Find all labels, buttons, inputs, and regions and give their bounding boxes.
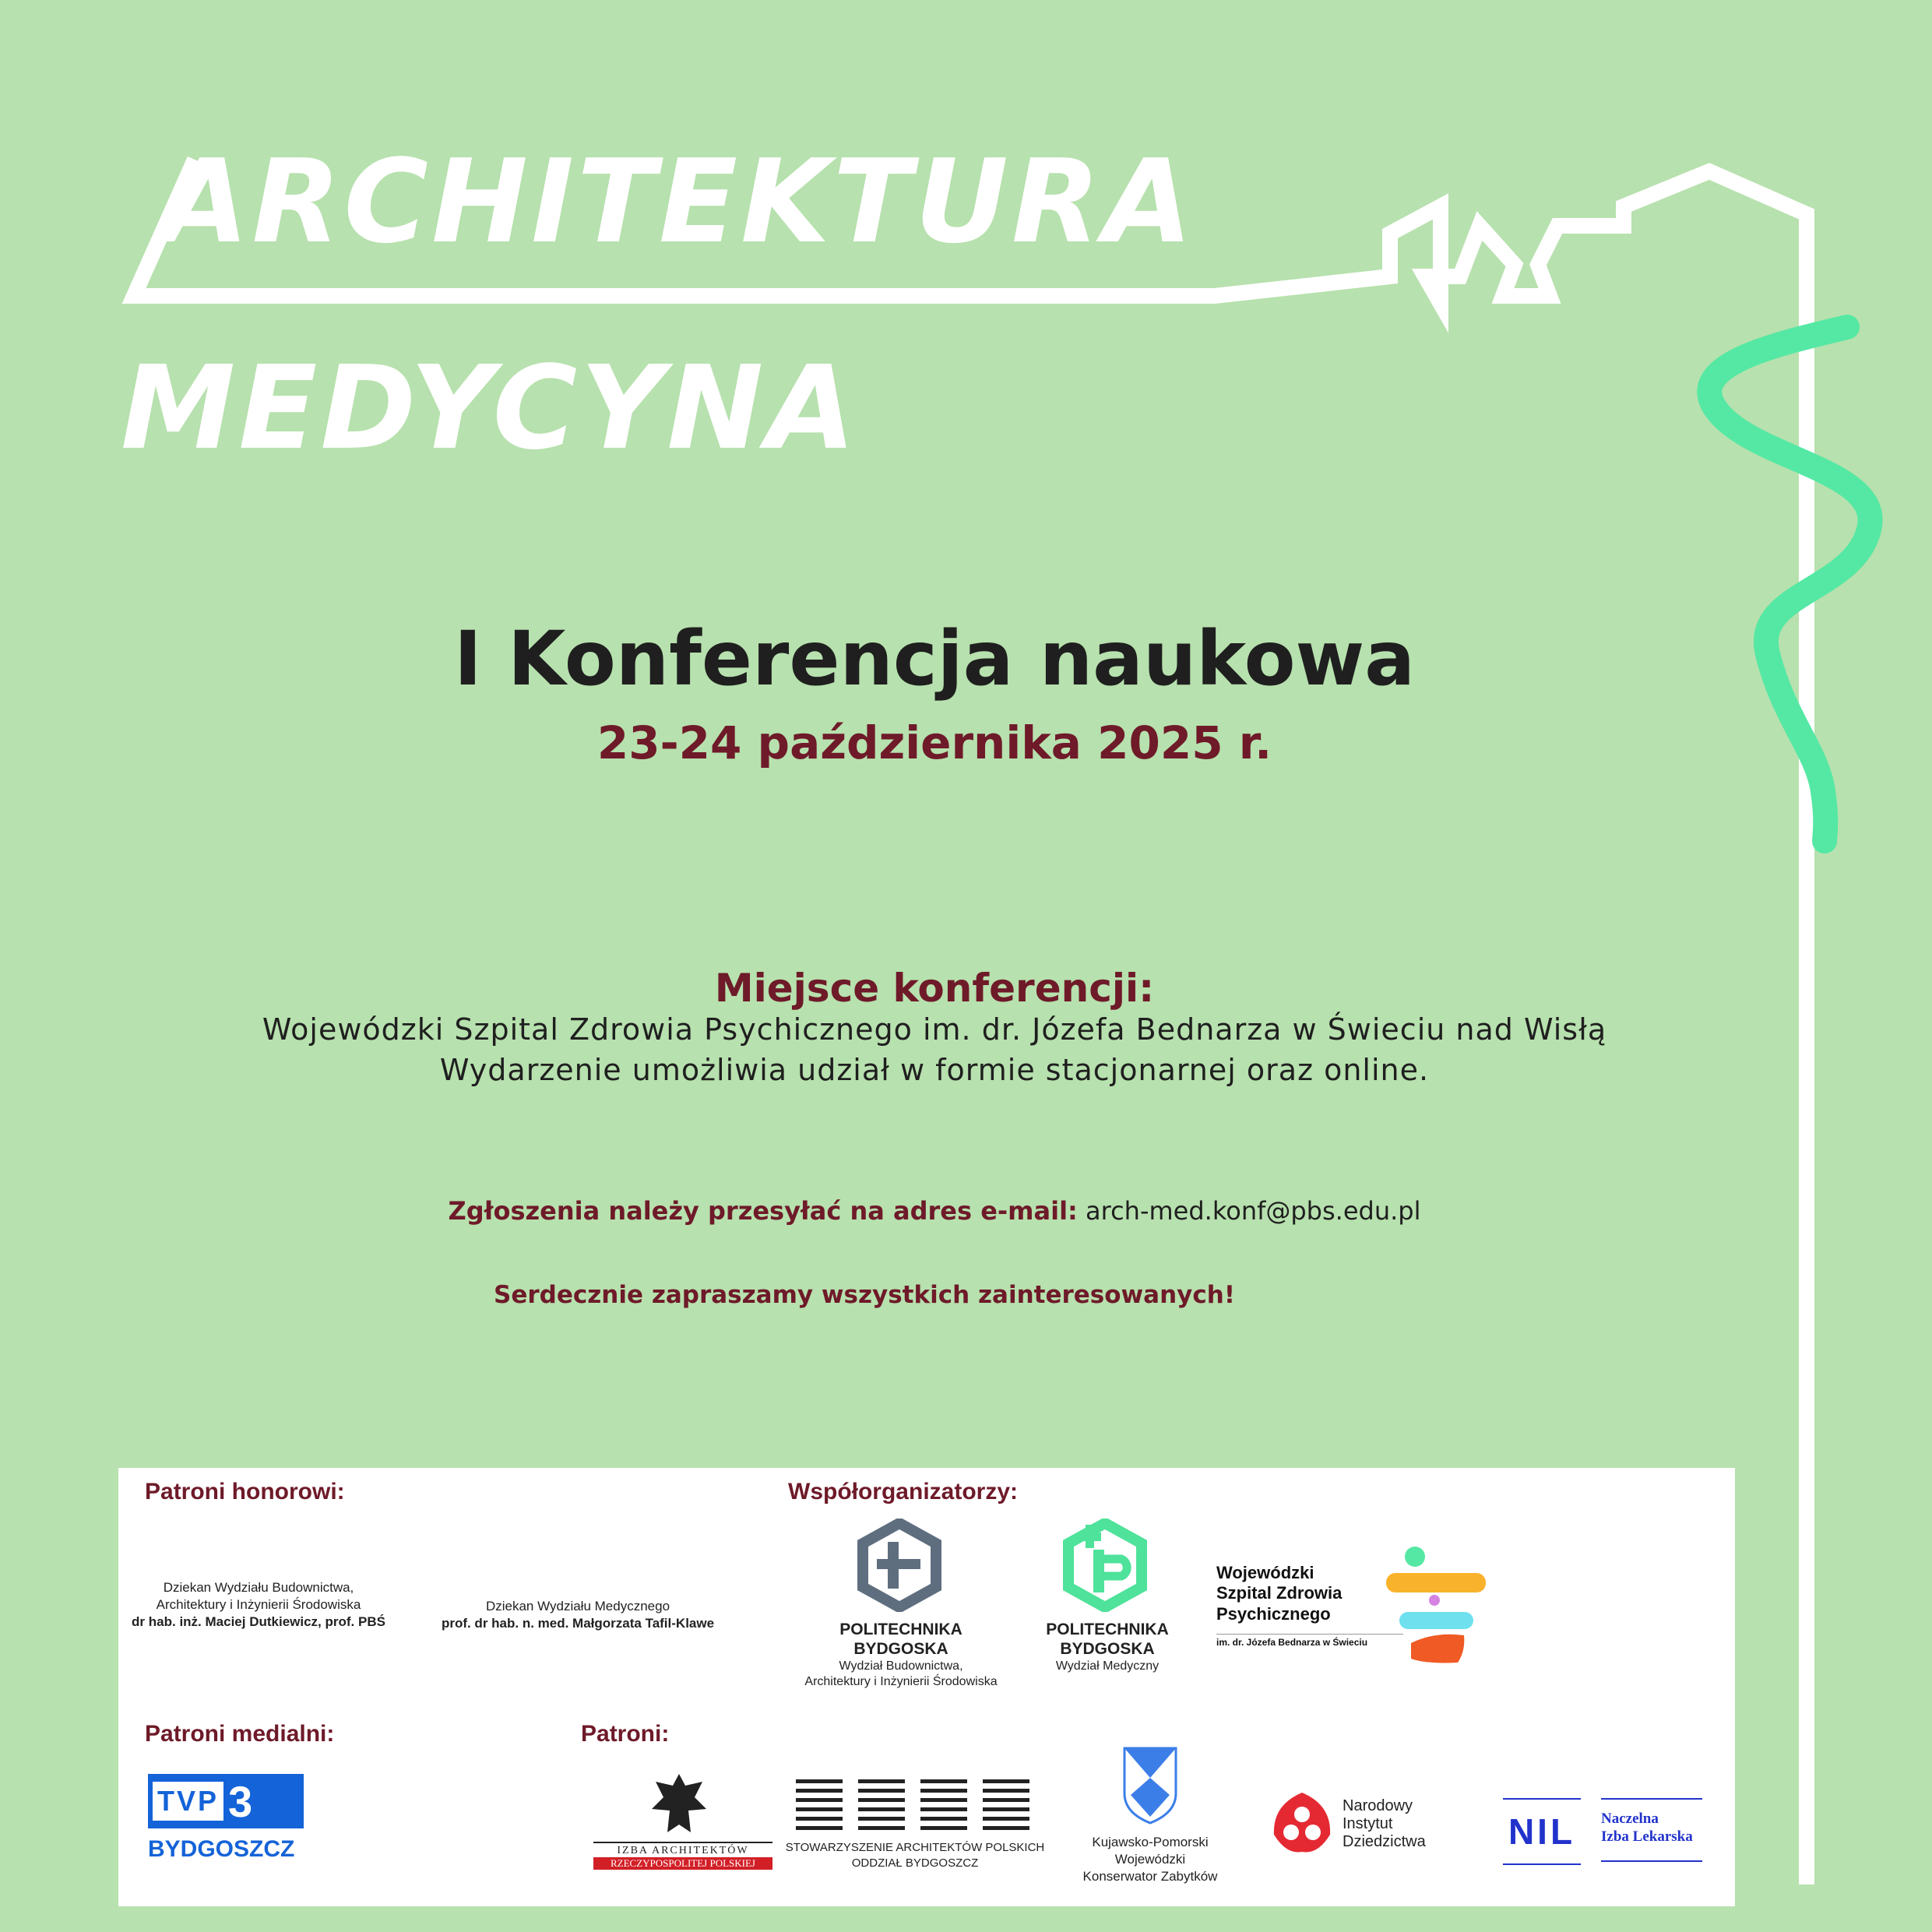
co-organizer-pbs-building bbox=[772, 1620, 1029, 1690]
co-organizer-pbs-medical bbox=[1029, 1620, 1185, 1674]
media-patrons-heading: Patroni medialni: bbox=[145, 1721, 335, 1747]
hospital-logo-icon bbox=[1380, 1546, 1489, 1666]
hero-title-architektura: ARCHITEKTURA bbox=[160, 135, 1196, 269]
pbs1-name2: BYDGOSKA bbox=[853, 1640, 948, 1659]
honorary-patron-dean-building bbox=[118, 1579, 399, 1631]
tvp-letters: TVP bbox=[153, 1782, 223, 1821]
kpwkz-line1: Kujawsko-Pomorski bbox=[1092, 1835, 1209, 1849]
kpwkz-line2: Wojewódzki bbox=[1114, 1852, 1186, 1867]
conference-dates: 23-24 października 2025 r. bbox=[596, 716, 1272, 769]
honorary-patron-1-line2: Architektury i Inżynierii Środowiska bbox=[156, 1597, 361, 1613]
pbs2-name2: BYDGOSKA bbox=[1060, 1640, 1155, 1659]
honorary-patron-2-name: prof. dr hab. n. med. Małgorzata Tafil-Klawe bbox=[441, 1616, 715, 1631]
hospital-sub: im. dr. Józefa Bednarza w Świeciu bbox=[1216, 1634, 1403, 1648]
honorary-patron-1-name: dr hab. inż. Maciej Dutkiewicz, prof. PBŚ bbox=[132, 1614, 385, 1630]
hospital-line2: Szpital Zdrowia bbox=[1216, 1583, 1343, 1603]
pbs1-sub2: Architektury i Inżynierii Środowiska bbox=[804, 1675, 998, 1689]
conference-title: I Konferencja naukowa bbox=[454, 615, 1415, 702]
hero-title-medycyna: MEDYCYNA bbox=[121, 341, 859, 475]
contact-label: Zgłoszenia należy przesyłać na adres e-mail: bbox=[448, 1196, 1078, 1226]
sarp-line2: ODDZIAŁ BYDGOSZCZ bbox=[851, 1856, 979, 1870]
patrons-honorary-heading: Patroni honorowi: bbox=[145, 1479, 345, 1504]
tvp3-badge bbox=[148, 1774, 304, 1828]
patron-sarp bbox=[779, 1840, 1051, 1870]
hospital-line1: Wojewódzki bbox=[1216, 1563, 1314, 1582]
sponsor-panel bbox=[118, 1468, 1735, 1906]
pbs1-name1: POLITECHNIKA bbox=[839, 1621, 962, 1638]
nid-logo-icon bbox=[1269, 1789, 1336, 1856]
co-organizer-hospital bbox=[1216, 1563, 1403, 1649]
nid-line1: Narodowy bbox=[1343, 1797, 1413, 1814]
izba-line1: IZBA ARCHITEKTÓW bbox=[593, 1842, 772, 1857]
shield-icon bbox=[1123, 1747, 1177, 1825]
venue-format: Wydarzenie umożliwia udział w formie stacjonarnej oraz online. bbox=[439, 1053, 1430, 1087]
patron-nid bbox=[1343, 1797, 1459, 1851]
sarp-logo-icon bbox=[794, 1778, 1036, 1836]
nil-fullname bbox=[1601, 1798, 1702, 1862]
honorary-patron-2-line1: Dziekan Wydziału Medycznego bbox=[485, 1599, 670, 1614]
hospital-line3: Psychicznego bbox=[1216, 1603, 1331, 1624]
honorary-patron-1-line1: Dziekan Wydziału Budownictwa, bbox=[163, 1580, 354, 1595]
co-organizers-heading: Współorganizatorzy: bbox=[788, 1479, 1019, 1504]
sarp-line1: STOWARZYSZENIE ARCHITEKTÓW POLSKICH bbox=[785, 1841, 1045, 1854]
nil-line2: Izba Lekarska bbox=[1601, 1828, 1693, 1845]
kpwkz-line3: Konserwator Zabytków bbox=[1082, 1869, 1218, 1884]
honorary-patron-dean-medical bbox=[426, 1598, 730, 1632]
patron-kpwkz bbox=[1072, 1834, 1228, 1885]
tvp-number: 3 bbox=[228, 1776, 253, 1826]
izba-line2: RZECZYPOSPOLITEJ POLSKIEJ bbox=[593, 1857, 772, 1870]
pbs1-sub1: Wydział Budownictwa, bbox=[839, 1659, 963, 1673]
invitation-text: Serdecznie zapraszamy wszystkich zainteresowanych! bbox=[494, 1281, 1235, 1309]
venue-heading: Miejsce konferencji: bbox=[714, 966, 1155, 1011]
pbs2-sub1: Wydział Medyczny bbox=[1055, 1659, 1160, 1673]
patron-nil bbox=[1503, 1798, 1705, 1864]
nil-line1: Naczelna bbox=[1601, 1811, 1659, 1827]
pbs-logo-icon bbox=[857, 1519, 942, 1612]
venue-place: Wojewódzki Szpital Zdrowia Psychicznego im. dr. Józefa Bednarza w Świeciu nad Wisłą bbox=[262, 1012, 1607, 1047]
nid-line3: Dziedzictwa bbox=[1343, 1833, 1426, 1850]
contact-email-link[interactable]: arch-med.konf@pbs.edu.pl bbox=[1086, 1196, 1421, 1226]
tvp-city: BYDGOSZCZ bbox=[148, 1836, 295, 1862]
patrons-heading: Patroni: bbox=[581, 1721, 670, 1747]
contact-line bbox=[0, 1196, 1869, 1226]
pbs2-name1: POLITECHNIKA bbox=[1046, 1621, 1169, 1638]
tvp3-logo bbox=[148, 1774, 304, 1863]
patron-izba-architektow bbox=[593, 1842, 772, 1870]
pbs-medical-logo-icon bbox=[1062, 1519, 1148, 1612]
nil-abbr: NIL bbox=[1503, 1798, 1581, 1865]
eagle-emblem-icon bbox=[648, 1770, 710, 1840]
nid-line2: Instytut bbox=[1343, 1815, 1393, 1832]
